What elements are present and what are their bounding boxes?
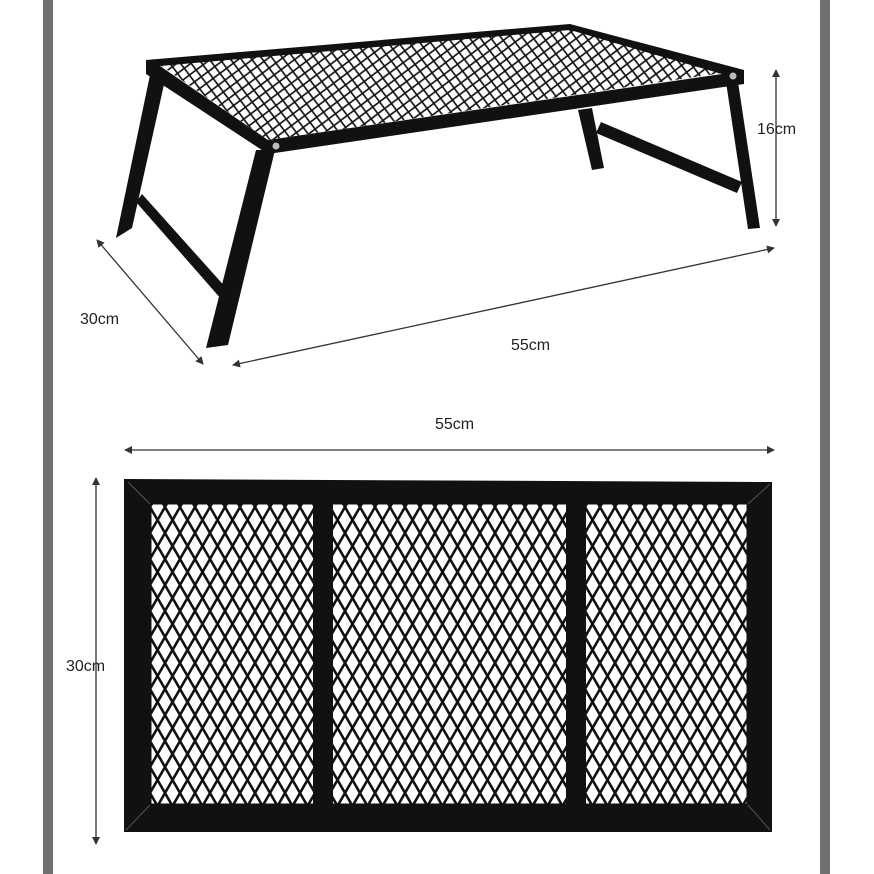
- length-label-bottom: 55cm: [435, 416, 475, 433]
- support-bar-left: [313, 503, 333, 805]
- length-label-top: 55cm: [511, 337, 551, 354]
- depth-label-bottom: 30cm: [66, 658, 106, 675]
- back-right-leg: [726, 82, 760, 229]
- support-bar-right: [566, 503, 586, 805]
- depth-label-top: 30cm: [80, 311, 120, 328]
- table-perspective-view: [116, 24, 760, 348]
- front-leg-brace: [136, 194, 228, 300]
- back-left-leg: [578, 108, 604, 170]
- length-dimension-arrow-top: [233, 248, 774, 365]
- front-right-leg: [206, 150, 275, 348]
- table-top-down-view: [124, 479, 772, 832]
- back-leg-brace: [596, 122, 742, 193]
- height-label: 16cm: [757, 121, 797, 138]
- rivet: [273, 143, 280, 150]
- mesh-panel: [134, 488, 762, 821]
- rivet: [730, 73, 737, 80]
